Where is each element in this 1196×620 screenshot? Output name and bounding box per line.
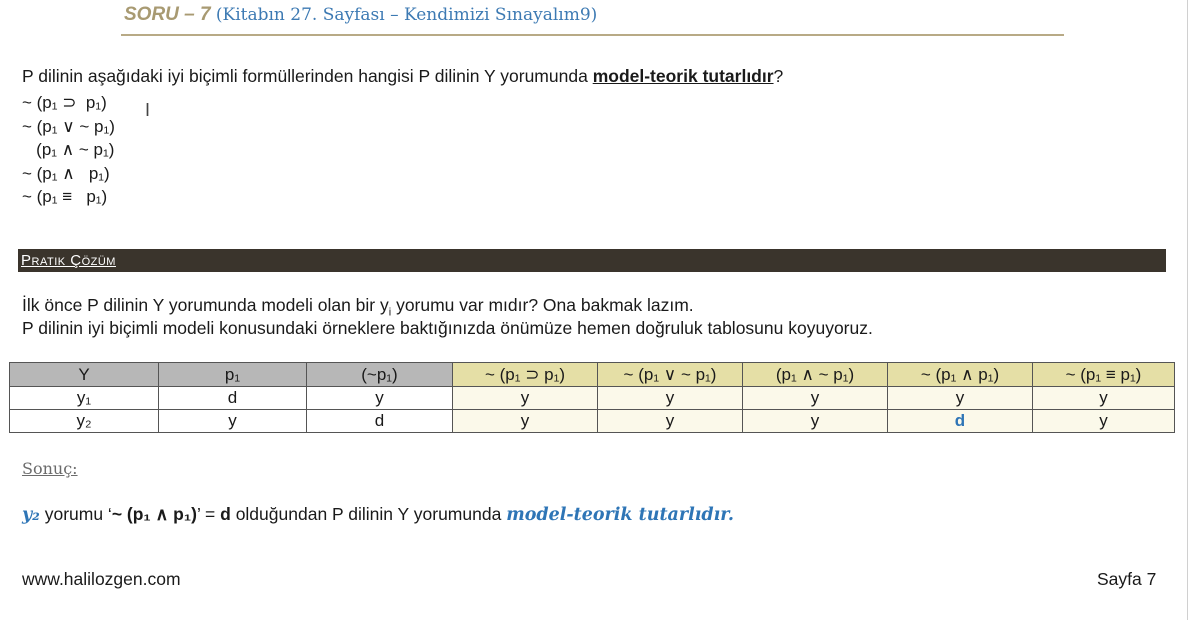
option-2: ~ (p₁ ∨ ~ p₁)	[22, 116, 115, 136]
table-cell: y	[743, 410, 888, 433]
table-cell: y	[1033, 387, 1175, 410]
page-header	[124, 4, 597, 26]
table-cell: y₂	[10, 410, 159, 433]
table-header-cell: (~p₁)	[307, 363, 453, 387]
table-header-row	[10, 363, 1175, 387]
paragraph-1-end: yorumu var mıdır? Ona bakmak lazım.	[391, 295, 694, 315]
conclusion-label: Sonuç:	[22, 459, 78, 478]
table-header-cell: ~ (p₁ ⊃ p₁)	[453, 363, 598, 387]
table-cell: d	[307, 410, 453, 433]
table-cell: y	[598, 410, 743, 433]
table-cell: y	[598, 387, 743, 410]
paragraph-2: P dilinin iyi biçimli modeli konusundaki örneklere baktığınızda önümüze hemen doğruluk tablosunu koyuyoruz.	[22, 318, 873, 338]
option-5: ~ (p₁ ≡ p₁)	[22, 187, 108, 206]
table-header-cell: ~ (p₁ ≡ p₁)	[1033, 363, 1175, 387]
table-row	[10, 410, 1175, 433]
option-1: ~ (p₁ ⊃ p₁)	[22, 93, 107, 112]
conclusion-part-1: yorumu ‘	[39, 504, 112, 524]
table-cell: y	[453, 410, 598, 433]
page-edge	[1187, 0, 1188, 620]
conclusion-part-2: ’ =	[196, 504, 221, 524]
table-cell: d	[159, 387, 307, 410]
table-row	[10, 387, 1175, 410]
table-cell: y	[743, 387, 888, 410]
truth-table	[9, 362, 1175, 433]
paragraph-1-start: İlk önce P dilinin Y yorumunda modeli olan bir y	[22, 295, 389, 315]
table-header-cell: ~ (p₁ ∧ p₁)	[888, 363, 1033, 387]
table-header-cell: Y	[10, 363, 159, 387]
section-title: Pratik Çözüm	[21, 252, 116, 269]
footer-website: www.halilozgen.com	[22, 569, 181, 589]
table-cell-highlighted: d	[888, 410, 1033, 433]
table-header-cell: (p₁ ∧ ~ p₁)	[743, 363, 888, 387]
conclusion-y2: y₂	[22, 505, 40, 525]
table-header-cell: p₁	[159, 363, 307, 387]
table-cell: y	[453, 387, 598, 410]
table-cell: y	[888, 387, 1033, 410]
question-emphasis: model-teorik tutarlıdır	[592, 66, 774, 86]
footer-page-number: Sayfa 7	[1097, 569, 1157, 589]
conclusion-emphasis: model-teorik tutarlıdır.	[506, 505, 734, 525]
table-header-cell: ~ (p₁ ∨ ~ p₁)	[598, 363, 743, 387]
conclusion-formula: ~ (p₁ ∧ p₁)	[111, 504, 197, 524]
table-cell: y	[159, 410, 307, 433]
table-cell: y₁	[10, 387, 159, 410]
options-list	[22, 91, 115, 209]
conclusion-text	[22, 504, 734, 525]
question-number: SORU – 7	[124, 4, 211, 25]
question-prefix: P dilinin aşağıdaki iyi biçimli formüllerinden hangisi P dilinin Y yorumunda	[22, 66, 593, 86]
paragraph-1-subscript: i	[388, 306, 392, 319]
section-header	[18, 249, 1166, 272]
conclusion-value: d	[220, 504, 231, 524]
paragraph-1	[22, 295, 694, 319]
option-4: ~ (p₁ ∧ p₁)	[22, 163, 110, 183]
table-cell: y	[1033, 410, 1175, 433]
text-cursor-icon: I	[145, 100, 151, 120]
question-text	[22, 66, 783, 87]
header-divider	[121, 34, 1064, 36]
conclusion-part-3: olduğundan P dilinin Y yorumunda	[230, 504, 507, 524]
question-suffix: ?	[773, 66, 784, 86]
table-cell: y	[307, 387, 453, 410]
question-source: (Kitabın 27. Sayfası – Kendimizi Sınayalım9)	[215, 5, 598, 25]
option-3: (p₁ ∧ ~ p₁)	[22, 140, 115, 159]
